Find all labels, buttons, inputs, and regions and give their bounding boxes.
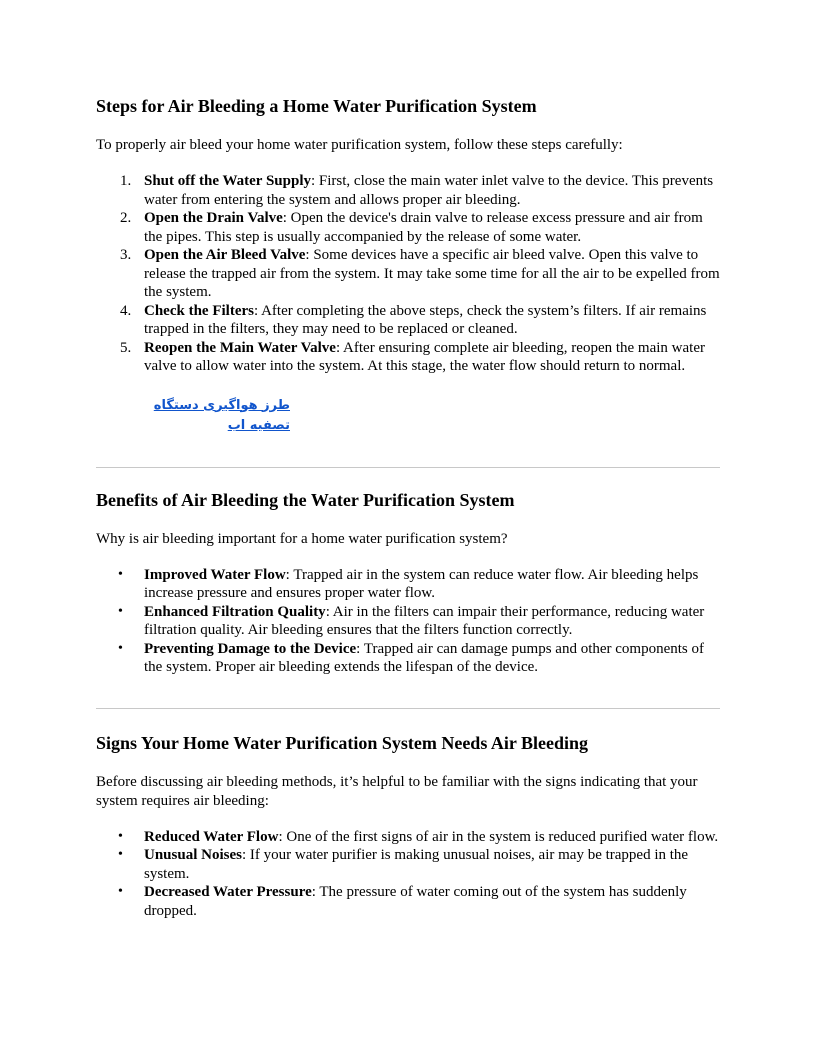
signs-list	[96, 828, 720, 921]
benefit-text: : Trapped air can damage pumps and other components of the system. Proper air bleeding extends the lifespan of the device.	[144, 640, 705, 675]
list-item	[96, 603, 720, 640]
benefit-text: : Trapped air in the system can reduce water flow. Air bleeding helps increase pressure and ensures proper water flow.	[144, 566, 699, 601]
step-title: Check the Filters	[144, 302, 254, 319]
benefit-title: Improved Water Flow	[144, 566, 286, 583]
bullet-icon: •	[118, 847, 123, 862]
list-item	[96, 302, 720, 339]
benefit-title: Preventing Damage to the Device	[144, 640, 357, 657]
bullet-icon: •	[118, 603, 123, 619]
list-item	[96, 209, 720, 246]
sign-text: : If your water purifier is making unusual noises, air may be trapped in the system.	[144, 847, 689, 882]
step-title: Open the Drain Valve	[144, 210, 283, 226]
step-text: : Some devices have a specific air bleed valve. Open this valve to release the trapped air from the system. It may take some time for all the air to be expelled from the system.	[144, 247, 720, 300]
list-item	[96, 172, 720, 209]
sign-text: : The pressure of water coming out of the system has suddenly dropped.	[144, 884, 687, 919]
step-text: : Open the device's drain valve to release excess pressure and air from the pipes. This step is usually accompanied by the release of some water.	[144, 210, 703, 245]
list-item	[96, 828, 720, 847]
step-title: Reopen the Main Water Valve	[144, 339, 336, 356]
persian-article-link[interactable]: طرز هواگیری دستگاه تصفیه اب	[153, 397, 290, 433]
step-number: 4.	[120, 302, 132, 319]
step-text: : First, close the main water inlet valve to the device. This prevents water from entering the system and allows proper air bleeding.	[144, 173, 714, 208]
list-item	[96, 566, 720, 603]
benefits-list	[96, 566, 720, 677]
benefit-title: Enhanced Filtration Quality	[144, 603, 326, 620]
step-number: 3.	[120, 247, 132, 263]
step-title: Shut off the Water Supply	[144, 173, 311, 189]
list-item	[96, 846, 720, 883]
step-number: 2.	[120, 210, 132, 226]
step-number: 5.	[120, 339, 132, 356]
steps-intro: To properly air bleed your home water purification system, follow these steps carefully:	[96, 137, 623, 153]
list-item	[96, 246, 720, 302]
step-text: : After ensuring complete air bleeding, reopen the main water valve to allow water into the system. At this stage, the water flow should return to normal.	[144, 339, 705, 374]
bullet-icon: •	[118, 884, 123, 899]
sign-text: : One of the first signs of air in the system is reduced purified water flow.	[278, 828, 719, 845]
signs-intro: Before discussing air bleeding methods, it’s helpful to be familiar with the signs indicating that your system requires air bleeding:	[96, 773, 698, 809]
benefits-intro: Why is air bleeding important for a home water purification system?	[96, 530, 508, 547]
benefit-text: : Air in the filters can impair their performance, reducing water filtration quality. Air bleeding ensures that the filters function correctly.	[144, 603, 705, 638]
list-item	[96, 339, 720, 376]
sign-title: Decreased Water Pressure	[144, 884, 312, 900]
signs-heading: Signs Your Home Water Purification System Needs Air Bleeding	[96, 732, 589, 753]
steps-list	[96, 172, 720, 376]
bullet-icon: •	[118, 566, 123, 582]
list-item	[96, 640, 720, 677]
bullet-icon: •	[118, 828, 123, 844]
sign-title: Reduced Water Flow	[144, 828, 279, 845]
benefits-heading: Benefits of Air Bleeding the Water Purification System	[96, 489, 515, 510]
section-divider	[96, 467, 720, 468]
list-item	[96, 883, 720, 920]
step-text: : After completing the above steps, check the system’s filters. If air remains trapped in the filters, they may need to be replaced or cleaned.	[144, 302, 707, 337]
steps-heading: Steps for Air Bleeding a Home Water Purification System	[96, 96, 537, 116]
bullet-icon: •	[118, 640, 123, 656]
section-divider	[96, 708, 720, 709]
step-title: Open the Air Bleed Valve	[144, 247, 306, 263]
step-number: 1.	[120, 173, 132, 189]
sign-title: Unusual Noises	[144, 847, 242, 863]
